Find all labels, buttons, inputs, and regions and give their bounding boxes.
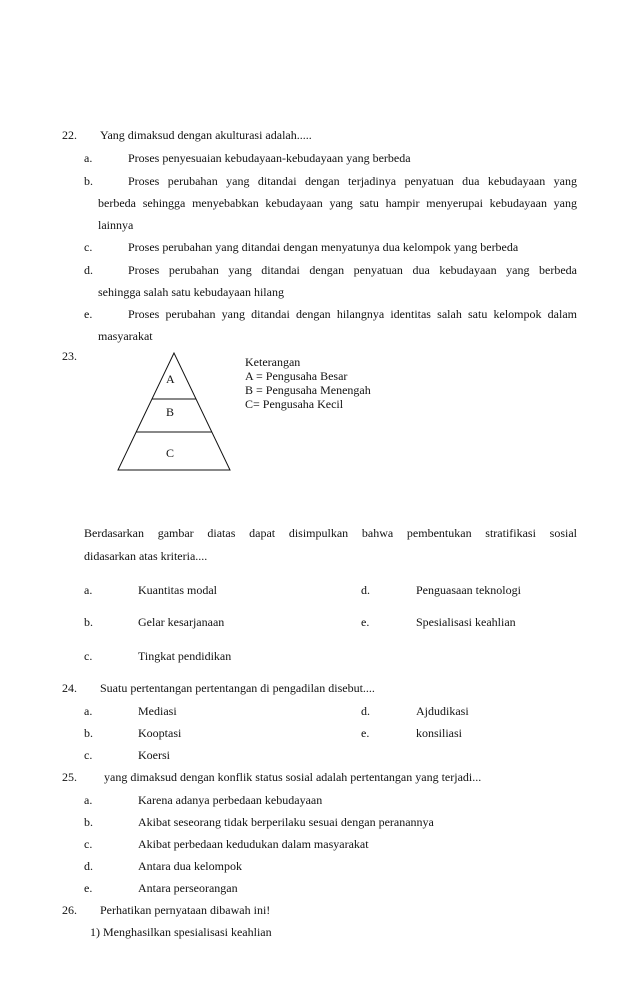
option-text: Koersi — [138, 748, 170, 762]
pyramid-legend — [245, 355, 371, 411]
question-text: Berdasarkan gambar diatas dapat disimpulkan bahwa pembentukan stratifikasi sosial — [84, 526, 577, 540]
option-letter: d. — [84, 263, 93, 277]
question-number: 22. — [62, 128, 77, 142]
option-letter: e. — [361, 615, 370, 629]
option-text: Proses perubahan yang ditandai dengan hilangnya identitas salah satu kelompok dalam — [128, 307, 577, 321]
option-text: Mediasi — [138, 704, 177, 718]
option-text: Ajdudikasi — [416, 704, 469, 718]
option-text: Penguasaan teknologi — [416, 583, 521, 597]
option-letter: b. — [84, 726, 93, 740]
option-text: Spesialisasi keahlian — [416, 615, 516, 629]
option-letter: b. — [84, 615, 93, 629]
option-text: konsiliasi — [416, 726, 463, 740]
option-letter: a. — [84, 793, 93, 807]
option-text: Tingkat pendidikan — [138, 649, 232, 663]
option-letter: c. — [84, 649, 93, 663]
legend-item: C= Pengusaha Kecil — [245, 397, 344, 411]
option-letter: c. — [84, 748, 93, 762]
option-letter: e. — [361, 726, 370, 740]
option-text: lainnya — [98, 218, 134, 232]
option-letter: c. — [84, 837, 93, 851]
option-text: Kooptasi — [138, 726, 182, 740]
pyramid-label-a: A — [166, 372, 175, 386]
option-text: Gelar kesarjanaan — [138, 615, 225, 629]
option-letter: c. — [84, 240, 93, 254]
option-text: Proses penyesuaian kebudayaan-kebudayaan yang berbeda — [128, 151, 411, 165]
option-letter: b. — [84, 815, 93, 829]
question-text: Yang dimaksud dengan akulturasi adalah..... — [100, 128, 312, 142]
option-text: Akibat perbedaan kedudukan dalam masyarakat — [138, 837, 369, 851]
option-text: Antara dua kelompok — [138, 859, 242, 873]
option-letter: b. — [84, 174, 93, 188]
option-text: Kuantitas modal — [138, 583, 217, 597]
option-text: Proses perubahan yang ditandai dengan penyatuan dua kebudayaan yang berbeda — [128, 263, 577, 277]
question-number: 24. — [62, 681, 77, 695]
option-text: masyarakat — [98, 329, 153, 343]
question-number: 26. — [62, 903, 77, 917]
statement-item: 1) Menghasilkan spesialisasi keahlian — [90, 925, 272, 939]
option-letter: e. — [84, 307, 93, 321]
option-letter: d. — [84, 859, 93, 873]
pyramid-label-b: B — [166, 405, 175, 419]
option-letter: d. — [361, 704, 370, 718]
question-number: 25. — [62, 770, 77, 784]
pyramid-label-c: C — [166, 446, 175, 460]
question-text: Suatu pertentangan pertentangan di pengadilan disebut.... — [100, 681, 375, 695]
question-number: 23. — [62, 349, 77, 363]
option-letter: e. — [84, 881, 93, 895]
option-text: Proses perubahan yang ditandai dengan terjadinya penyatuan dua kebudayaan yang — [128, 174, 577, 188]
legend-title: Keterangan — [245, 355, 301, 369]
option-text: Karena adanya perbedaan kebudayaan — [138, 793, 323, 807]
option-letter: d. — [361, 583, 370, 597]
option-letter: a. — [84, 583, 93, 597]
question-text: Perhatikan pernyataan dibawah ini! — [100, 903, 271, 917]
legend-item: A = Pengusaha Besar — [245, 369, 348, 383]
option-text: Proses perubahan yang ditandai dengan menyatunya dua kelompok yang berbeda — [128, 240, 519, 254]
option-letter: a. — [84, 151, 93, 165]
question-text: yang dimaksud dengan konflik status sosial adalah pertentangan yang terjadi... — [104, 770, 482, 784]
option-letter: a. — [84, 704, 93, 718]
option-text: Akibat seseorang tidak berperilaku sesuai dengan peranannya — [138, 815, 434, 829]
question-text: didasarkan atas kriteria.... — [84, 549, 208, 563]
legend-item: B = Pengusaha Menengah — [245, 383, 371, 397]
option-text: sehingga salah satu kebudayaan hilang — [98, 285, 284, 299]
option-text: Antara perseorangan — [138, 881, 238, 895]
option-text: berbeda sehingga menyebabkan kebudayaan yang satu hampir menyerupai kebudayaan yang — [98, 196, 577, 210]
